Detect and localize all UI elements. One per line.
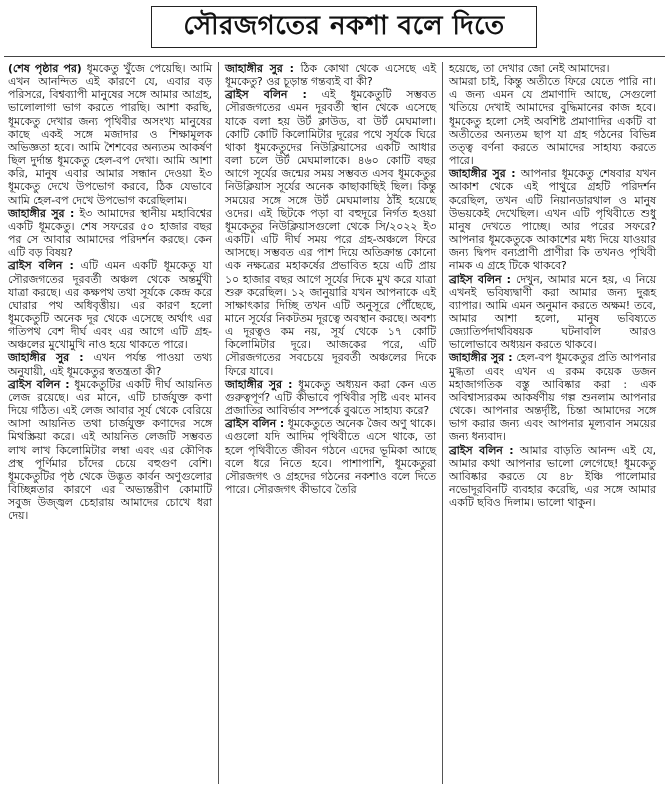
paragraph bbox=[449, 351, 656, 443]
paragraph-text: ধূমকেতু খুঁজে পেয়েছি। আমি এখন আনন্দিত এই কারণে যে, এবার বড় পরিসরে, বিশ্বব্যাপী মানুষের সঙ্গে আমার আগ্রহ, ভালোলাগা ভাগ করতে পারছি। আশা করছি, ধূমকেতু দেখার জন্য পৃথিবীর অসংখ্য মানুষের কাছে একই সঙ্গে মজাদার ও শিক্ষামূলক অভিজ্ঞতা হবে। আমি শৈশবের অন্যতম আকর্ষণ ছিল দুর্দান্ত ধূমকেতু হেল-বপ দেখা। আমি আশা করি, মানুষ এবার আমার সন্ধান দেওয়া ই৩ ধূমকেতু দেখে উপভোগ করবে, ঠিক যেভাবে আমি হেল-বপ দেখে উপভোগ করেছিলাম। bbox=[8, 62, 213, 207]
speaker-label: ব্রাইস বলিন : bbox=[225, 417, 285, 431]
speaker-label: জাহাঙ্গীর সুর : bbox=[225, 377, 293, 391]
paragraph-text: এই ধূমকেতুটি সম্ভবত সৌরজগতের এমন দূরবর্তী স্থান থেকে এসেছে যাকে বলা হয় উর্ট ক্লাউড, বা উর্ট মেঘমালা। কোটি কোটি কিলোমিটার দূরের পথে সূর্যকে ঘিরে থাকা ধূমকেতুদের নিউক্লিয়াসের একটি আধার বলা চলে উর্ট মেঘমালাকে। ৪৬০ কোটি বছর আগে সূর্যের জন্মের সময় সম্ভবত এসব ধূমকেতুর নিউক্লিয়াস সূর্যের অনেক কাছাকাছিই ছিল। কিন্তু সময়ের সঙ্গে সঙ্গে উর্ট মেঘমালায় ঠাঁই হয়েছে ওদের। এই ছিটকে পড়া বা বহুদূরে নির্গত হওয়া ধূমকেতুর নিউক্লিয়াসগুলো থেকে সি/২০২২ ই৩ একটি। এটি দীর্ঘ সময় পরে গ্রহ-অঞ্চলে ফিরে আসছে। সম্ভবত এর পাশ দিয়ে অতিক্রান্ত কোনো এক নক্ষত্রের মহাকর্ষের প্রভাবিত হয়ে এটি প্রায় ১০ হাজার বছর আগে সূর্যের দিকে মুখ করে যাত্রা শুরু করেছিল। ১২ জানুয়ারি যখন আপনাকে এই সাক্ষাৎকার দিচ্ছি তখন এটি অনুসূরে পৌঁছেছে, মানে সূর্যের নিকটতম দূরত্বে অবস্থান করছে। অবশ্য এ দূরত্বও কম নয়, সূর্য থেকে ১৭ কোটি কিলোমিটার দূরে। আজকের পরে, এটি সৌরজগতের সবচেয়ে দূরবর্তী অঞ্চলের দিকে ফিরে যাবে। bbox=[225, 88, 437, 378]
paragraph bbox=[8, 351, 212, 377]
speaker-label: (শেষ পৃষ্ঠার পর) bbox=[8, 62, 82, 75]
headline-box bbox=[151, 6, 537, 48]
speaker-label: ব্রাইস বলিন : bbox=[8, 259, 74, 273]
paragraph-text: ই৩ আমাদের স্থানীয় মহাবিশ্বের একটি ধূমকেতু। শেষ সফরের ৫০ হাজার বছর পর সে আবার আমাদের পরিদর্শন করছে। কেন এটি বড় বিষয়? bbox=[8, 206, 212, 260]
paragraph bbox=[449, 75, 656, 167]
paragraph-text: আমার বাড়তি আনন্দ এই যে, আমার কথা আপনার ভালো লেগেছে! ধূমকেতু আবিষ্কার করতে যে ৪৮ ইঞ্চি পালোমার নভোদূরবিনটি ব্যবহার করেছি, এর সঙ্গে আমার একটি ছবিও দিলাম। ভালো থাকুন। bbox=[449, 443, 657, 510]
paragraph-text: এটি এমন একটি ধূমকেতু যা সৌরজগতের দূরবর্তী অঞ্চল থেকে অন্তর্মুখী যাত্রা করছে। এর কক্ষপথ তথা সূর্যকে কেন্দ্র করে ঘোরার পথ অধিবৃত্তীয়। এর কারণ হলো ধূমকেতুটি অনেক দূর থেকে এসেছে অর্থাৎ এর গতিপথ বেশ দীর্ঘ এবং এর আগে এটি গ্রহ-অঞ্চলের মুখোমুখি নাও হয়ে থাকতে পারে। bbox=[8, 259, 212, 352]
paragraph bbox=[225, 378, 436, 417]
paragraph bbox=[8, 207, 212, 260]
paragraph bbox=[225, 417, 436, 496]
paragraph-text: এখন পর্যন্ত পাওয়া তথ্য অনুযায়ী, এই ধূমকেতুর স্বতন্ত্রতা কী? bbox=[8, 351, 212, 378]
speaker-label: জাহাঙ্গীর সুর : bbox=[449, 167, 516, 181]
paragraph-text: ঠিক কোথা থেকে এসেছে এই ধূমকেতু? ওর চূড়ান্ত গন্তব্যই বা কী? bbox=[225, 62, 436, 89]
paragraph-text: আপনার ধূমকেতু শেষবার যখন আকাশ থেকে এই পাথুরে গ্রহটি পরিদর্শন করেছিল, তখন এটি নিয়ানডারথাল ও মানুষ উভয়কেই দেখেছিল। এখন এটি পৃথিবীতে শুধু মানুষ দেখতে পাচ্ছে। আর পরের সফরে? আপনার ধূমকেতুকে আকাশের মধ্য দিয়ে যাওয়ার জন্য দ্বিপদ বন্যপ্রাণী প্রাণীরা কি তখনও পৃথিবী নামক এ গ্রহে টিকে থাকবে? bbox=[449, 167, 656, 273]
article-columns bbox=[6, 62, 665, 784]
paragraph-text: হেল-বপ ধূমকেতুর প্রতি আপনার মুগ্ধতা এবং এখন এ রকম কয়েক ডজন মহাজাগতিক বস্তু আবিষ্কার করা : এক অবিশ্বাস্যরকম আকর্ষণীয় গল্প শুনলাম আপনার থেকে। আপনার অন্তর্দৃষ্টি, চিন্তা আমাদের সঙ্গে ভাগ করার জন্য এবং আপনার মূল্যবান সময়ের জন্য ধন্যবাদ। bbox=[449, 351, 656, 444]
paragraph bbox=[449, 444, 656, 510]
speaker-label: জাহাঙ্গীর সুর : bbox=[449, 351, 513, 365]
paragraph bbox=[449, 62, 656, 75]
paragraph-text: ধূমকেতুতে অনেক জৈব অণু থাকে। এগুলো যদি আদিম পৃথিবীতে এসে থাকে, তা হলে পৃথিবীতে জীবন গঠনে এদের ভূমিকা আছে বলে ধরে নিতে হবে। পাশাপাশি, ধূমকেতুরা সৌরজগৎ ও গ্রহদের গঠনের নকশাও বলে দিতে পারে। সৌরজগৎ কীভাবে তৈরি bbox=[225, 417, 437, 496]
paragraph-text: ধূমকেতুটির একটি দীর্ঘ আয়নিত লেজ রয়েছে। এর মানে, এটি চার্জযুক্ত কণা দিয়ে গঠিত। এই লেজ আবার সূর্য থেকে বেরিয়ে আসা আয়নিত তথা চার্জযুক্ত কণাদের সঙ্গে মিথস্ক্রিয়া করে। এই আয়নিত লেজটি সম্ভবত লাখ লাখ কিলোমিটার লম্বা এবং এর কৌণিক প্রস্থ পূর্ণিমার চাঁদের চেয়ে বহুগুণ বেশি। ধূমকেতুটির পৃষ্ঠ থেকে উদ্ভূত কার্বন অণুগুলোর বিচ্ছিন্নতার কারণে এর অভ্যন্তরীণ কোমাটি সবুজ উজ্জ্বল চেহারায় আমাদের চোখে ধরা দেয়। bbox=[8, 377, 213, 523]
paragraph bbox=[8, 259, 212, 351]
speaker-label: ব্রাইস বলিন : bbox=[8, 377, 70, 391]
speaker-label: ব্রাইস বলিন : bbox=[449, 443, 514, 457]
column-3 bbox=[442, 62, 662, 784]
headline: সৌরজগতের নকশা বলে দিতে bbox=[183, 11, 505, 41]
paragraph-text: হয়েছে, তা দেখার জো নেই আমাদের। bbox=[449, 62, 610, 75]
column-1 bbox=[6, 62, 218, 784]
paragraph bbox=[225, 88, 436, 377]
headline-rule bbox=[4, 56, 665, 57]
paragraph bbox=[449, 167, 656, 272]
paragraph-text: ধূমকেতু অধ্যয়ন করা কেন এত গুরুত্বপূর্ণ? এটি কীভাবে পৃথিবীর সৃষ্টি এবং মানব প্রজাতির আবির্ভাব সম্পর্কে বুঝতে সাহায্য করে? bbox=[225, 377, 436, 418]
column-2 bbox=[218, 62, 442, 784]
paragraph bbox=[8, 62, 212, 207]
paragraph-text: দেখুন, আমার মনে হয়, এ নিয়ে এখনই ভবিষ্যদ্বাণী করা আমার জন্য দুরূহ ব্যাপার। আমি এমন অনুমান করতে অক্ষম! তবে, আমার আশা হলো, মানুষ ভবিষ্যতে জ্যোতির্পদার্থবিষয়ক ঘটনাবলি আরও ভালোভাবে অধ্যয়ন করতে থাকবে। bbox=[449, 272, 656, 352]
paragraph-text: আমরা চাই, কিন্তু অতীতে ফিরে যেতে পারি না। এ জন্য এমন যে প্রমাণাদি আছে, সেগুলো খতিয়ে দেখাই আমাদের বুদ্ধিমানের কাজ হবে। ধূমকেতু হলো সেই অবশিষ্ট প্রমাণাদির একটি বা অতীতের অন্যতম ছাপ যা গ্রহ গঠনের বিভিন্ন তত্ত্ব বর্ণনা করতে আমাদের সাহায্য করতে পারে। bbox=[449, 75, 656, 168]
paragraph bbox=[225, 62, 436, 88]
speaker-label: ব্রাইস বলিন : bbox=[449, 272, 511, 286]
paragraph bbox=[449, 273, 656, 352]
speaker-label: ব্রাইস বলিন : bbox=[225, 88, 307, 102]
speaker-label: জাহাঙ্গীর সুর : bbox=[225, 62, 294, 75]
speaker-label: জাহাঙ্গীর সুর : bbox=[8, 351, 84, 365]
speaker-label: জাহাঙ্গীর সুর : bbox=[8, 206, 75, 220]
paragraph bbox=[8, 378, 212, 523]
